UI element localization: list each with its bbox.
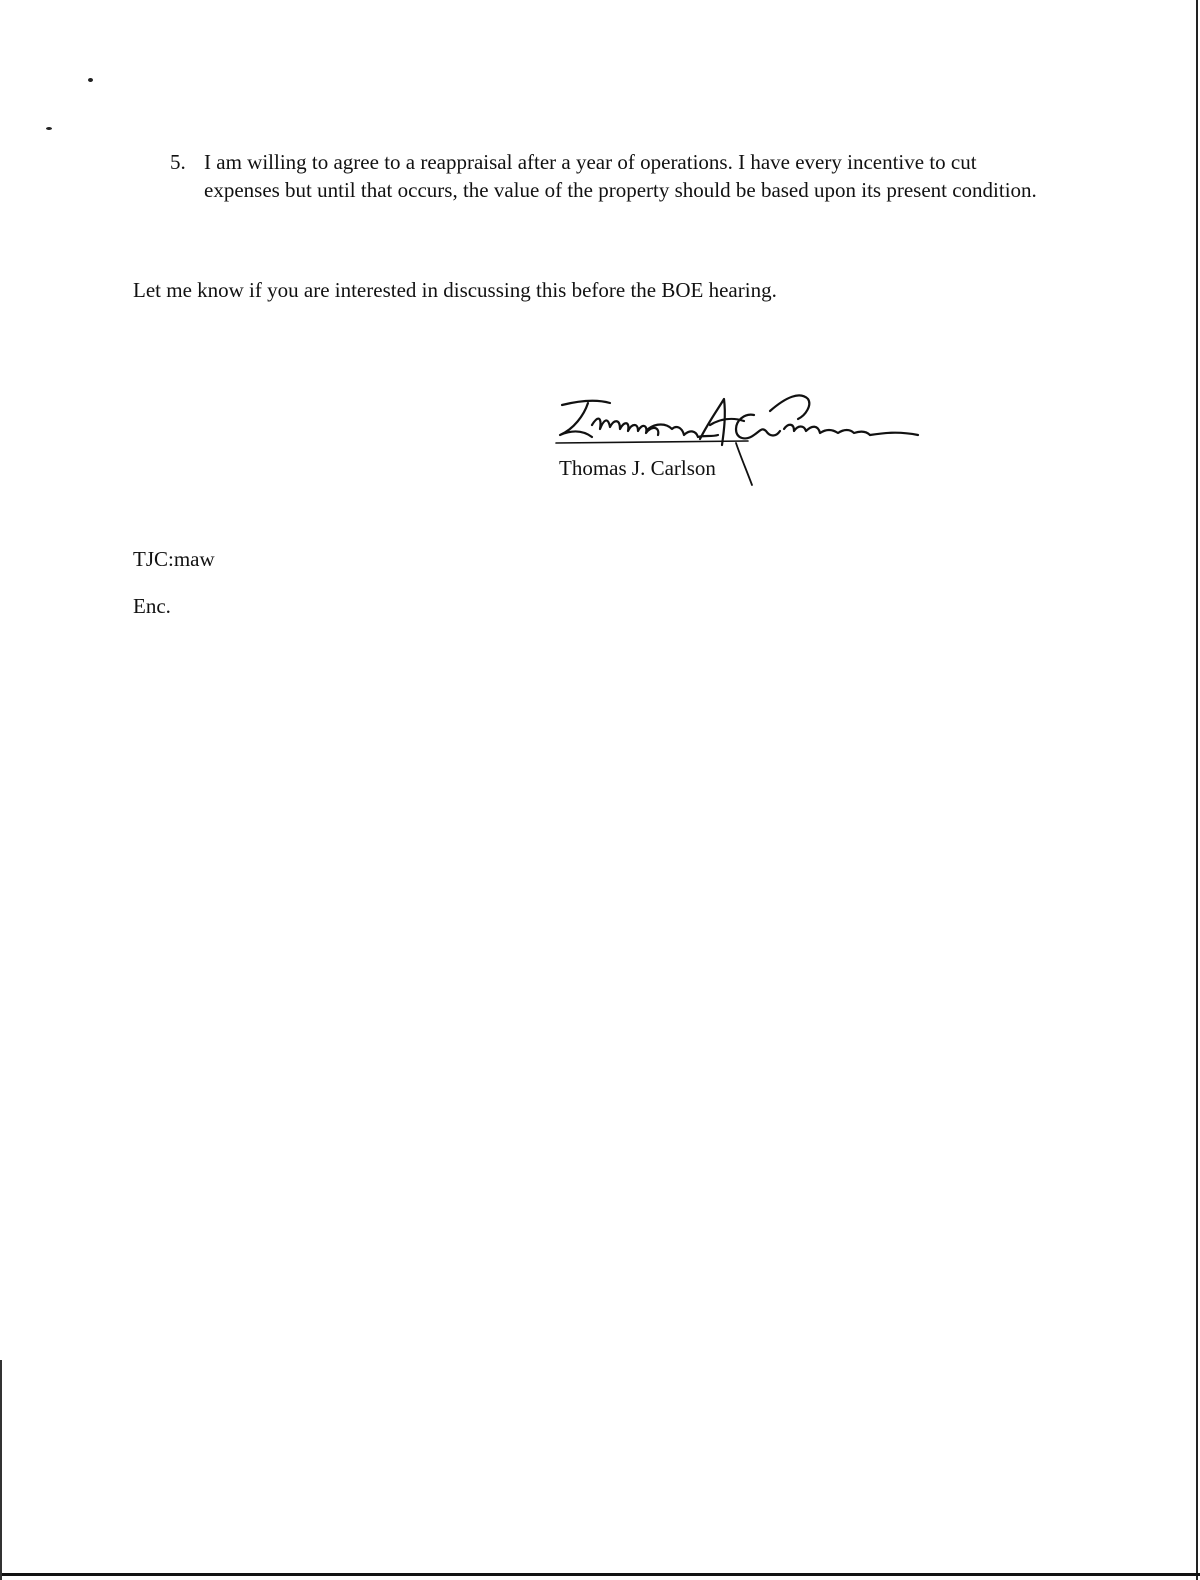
scan-border-right bbox=[1196, 0, 1198, 1580]
numbered-item bbox=[170, 148, 1050, 204]
reference-initials: TJC:maw bbox=[133, 547, 215, 571]
closing-paragraph: Let me know if you are interested in discussing this before the BOE hearing. bbox=[133, 278, 777, 302]
item-text: I am willing to agree to a reappraisal after a year of operations. I have every incentive to cut expenses but until that occurs, the value of the property should be based upon its present condition. bbox=[204, 150, 1037, 202]
item-number: 5. bbox=[170, 150, 186, 174]
scan-border-left bbox=[0, 1360, 2, 1580]
scan-speck bbox=[46, 127, 52, 130]
scan-border-bottom bbox=[0, 1573, 1200, 1576]
scan-speck bbox=[88, 78, 93, 82]
signer-name: Thomas J. Carlson bbox=[559, 456, 716, 480]
enclosure-notation: Enc. bbox=[133, 594, 171, 618]
